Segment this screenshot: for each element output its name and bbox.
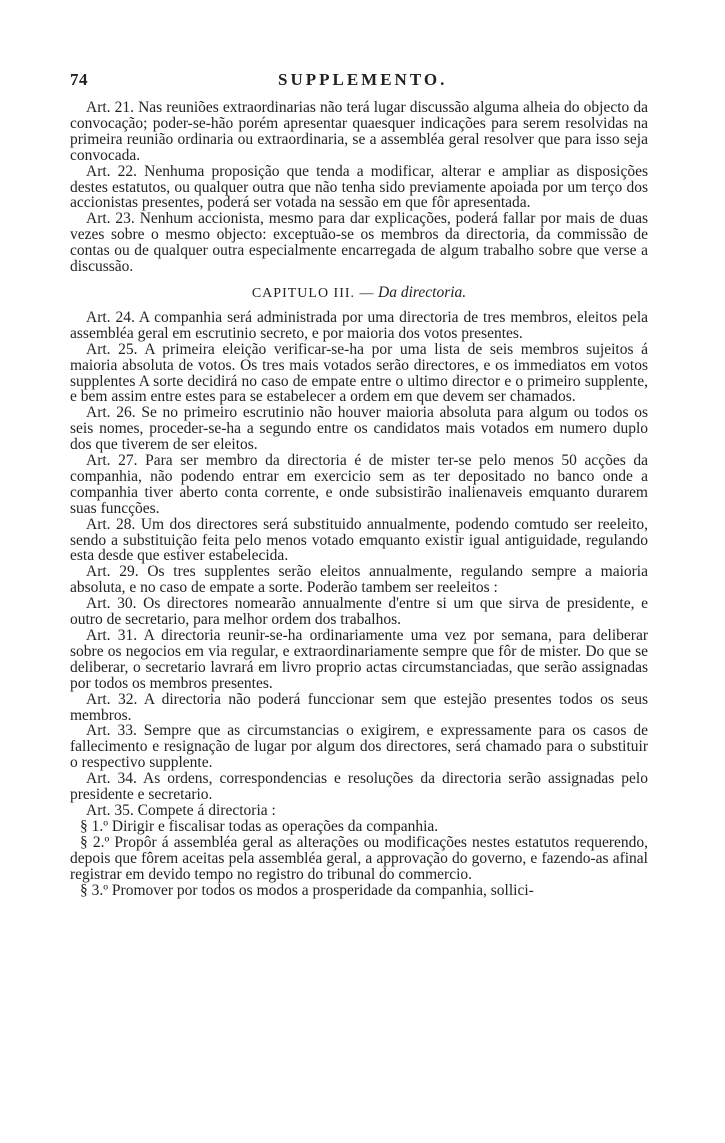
article-paragraph: Art. 23. Nenhum accionista, mesmo para dar explicações, poderá fallar por mais de duas vezes sobre o mesmo objecto: exceptuão-se os membros da directoria, da commissão de contas ou de qualquer outra especialmente encarregada de algum trabalho sobre que verse a discussão.: [70, 210, 648, 276]
article-paragraph: Art. 25. A primeira eleição verificar-se-ha por uma lista de seis membros sujeitos á maioria absoluta de votos. Os tres mais votados serão directores, e os immediatos em votos supplentes A sorte decidirá no caso de empate entre o ultimo director e o primeiro supplente, e bem assim entre estes para se estabelecer a ordem em que devem ser chamados.: [70, 340, 648, 406]
page-number: 74: [70, 70, 88, 89]
chapter-title: Da directoria.: [378, 283, 467, 301]
article-paragraph: Art. 35. Compete á directoria :: [86, 801, 276, 819]
chapter-label: CAPITULO III. —: [251, 285, 375, 301]
article-paragraph: Art. 21. Nas reuniões extraordinarias não terá lugar discussão alguma alheia do objecto da convocação; poder-se-hão porém apresentar quaesquer indicações para serem resolvidas na primeira reunião ordinaria ou extraordinaria, se a assembléa geral resolver que para isso seja convocada.: [70, 99, 648, 164]
section-paragraph: § 2.º Propôr á assembléa geral as alterações ou modificações nestes estatutos requerendo, depois que fôrem aceitas pela assembléa geral, a approvação do governo, e fazendo-as afinal registrar em devido tempo no registro do tribunal do commercio.: [70, 833, 648, 883]
article-paragraph: Art. 26. Se no primeiro escrutinio não houver maioria absoluta para algum ou todos os seis nomes, proceder-se-ha a segundo entre os candidatos mais votados em numero duplo dos que tiverem de ser eleitos.: [70, 404, 648, 454]
article-paragraph: Art. 28. Um dos directores será substituido annualmente, podendo comtudo ser reeleito, sendo a substituição feita pelo menos votado emquanto existir igual antiguidade, regulando esta desde que estiver estabelecida.: [70, 515, 648, 565]
article-paragraph: Art. 32. A directoria não poderá funccionar sem que estejão presentes todos os seus membros.: [70, 690, 648, 724]
document-page: [70, 70, 648, 898]
article-paragraph: Art. 22. Nenhuma proposição que tenda a modificar, alterar e ampliar as disposições destes estatutos, ou qualquer outra que não tenha sido previamente apoiada por um terço dos accionistas presentes, poderá ser votada na sessão em que fôr apresentada.: [70, 162, 648, 212]
article-paragraph: Art. 29. Os tres supplentes serão eleitos annualmente, regulando sempre a maioria absoluta, e no caso de empate a sorte. Poderão tambem ser reeleitos :: [70, 563, 648, 597]
chapter-heading: [70, 285, 648, 302]
article-paragraph: Art. 34. As ordens, correspondencias e resoluções da directoria serão assignadas pelo presidente e secretario.: [70, 770, 648, 804]
running-title: SUPPLEMENTO.: [278, 70, 448, 89]
article-paragraph: Art. 30. Os directores nomearão annualmente d'entre si um que sirva de presidente, e outro de secretario, para melhor ordem dos trabalhos.: [70, 595, 648, 629]
section-paragraph: § 3.º Promover por todos os modos a prosperidade da companhia, sollici-: [80, 881, 534, 899]
article-paragraph: Art. 31. A directoria reunir-se-ha ordinariamente uma vez por semana, para deliberar sobre os negocios em via regular, e extraordinariamente sempre que fôr de mister. Do que se deliberar, o secretario lavrará em livro proprio actas circumstanciadas, que serão assignadas por todos os membros presentes.: [70, 627, 648, 692]
page-header: [70, 70, 648, 100]
article-paragraph: Art. 24. A companhia será administrada por uma directoria de tres membros, eleitos pela assembléa geral em escrutinio secreto, e por maioria dos votos presentes.: [70, 308, 648, 342]
article-paragraph: Art. 27. Para ser membro da directoria é de mister ter-se pelo menos 50 acções da companhia, não podendo entrar em exercicio sem as ter depositado no banco onde a companhia tiver aberto conta corrente, e onde subsistirão inalienaveis emquanto durarem suas funcções.: [70, 452, 648, 517]
section-paragraph: § 1.º Dirigir e fiscalisar todas as operações da companhia.: [80, 817, 439, 835]
article-paragraph: Art. 33. Sempre que as circumstancias o exigirem, e expressamente para os casos de fallecimento e resignação de lugar por algum dos directores, será chamado para o substituir o respectivo supplente.: [70, 722, 648, 772]
document-body: [70, 100, 648, 898]
